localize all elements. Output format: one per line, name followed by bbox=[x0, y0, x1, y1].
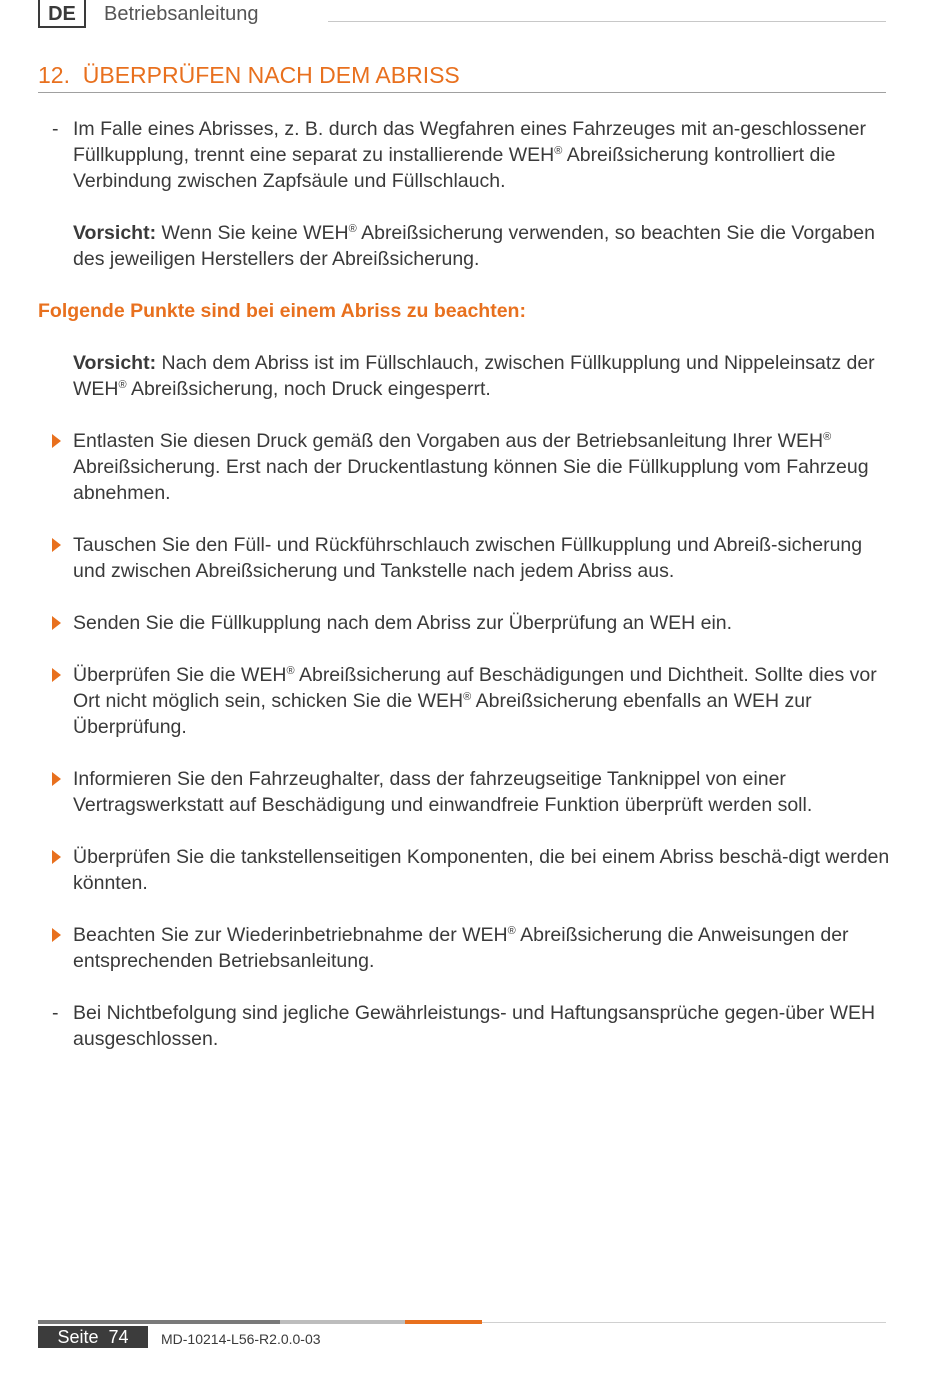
caution-note-1: Vorsicht: Wenn Sie keine WEH® Abreißsicherung verwenden, so beachten Sie die Vorgaben des jeweiligen Herstellers der Abreißsicherung. bbox=[73, 222, 875, 270]
step-item: Tauschen Sie den Füll- und Rückführschlauch zwischen Füllkupplung und Abreiß-sicherung und zwischen Abreißsicherung und Tankstelle nach jedem Abriss aus. bbox=[38, 532, 898, 584]
arrow-bullet-icon bbox=[52, 538, 61, 552]
section-number: 12. bbox=[38, 62, 70, 88]
arrow-bullet-icon bbox=[52, 616, 61, 630]
subheading: Folgende Punkte sind bei einem Abriss zu beachten: bbox=[38, 300, 526, 322]
caution-label: Vorsicht: bbox=[73, 222, 157, 244]
step-item: Senden Sie die Füllkupplung nach dem Abriss zur Überprüfung an WEH ein. bbox=[38, 610, 898, 636]
arrow-bullet-icon bbox=[52, 850, 61, 864]
step-item: Überprüfen Sie die tankstellenseitigen Komponenten, die bei einem Abriss beschä-digt werden könnten. bbox=[38, 844, 898, 896]
caution-label: Vorsicht: bbox=[73, 352, 157, 374]
page-label: Seite bbox=[57, 1327, 99, 1347]
page-number: 74 bbox=[108, 1327, 129, 1347]
step-item: Beachten Sie zur Wiederinbetriebnahme der WEH® Abreißsicherung die Anweisungen der entsprechenden Betriebsanleitung. bbox=[38, 922, 898, 974]
arrow-bullet-icon bbox=[52, 772, 61, 786]
arrow-bullet-icon bbox=[52, 434, 61, 448]
dash-marker: - bbox=[52, 1002, 59, 1024]
intro-item: - Im Falle eines Abrisses, z. B. durch das Wegfahren eines Fahrzeuges mit an-geschlossener Füllkupplung, trennt eine separat zu installierende WEH® Abreißsicherung kontrolliert die Verbindung zwischen Zapfsäule und Füllschlauch. bbox=[52, 118, 867, 192]
document-type: Betriebsanleitung bbox=[104, 3, 259, 25]
document-number: MD-10214-L56-R2.0.0-03 bbox=[161, 1331, 321, 1347]
step-item: Überprüfen Sie die WEH® Abreißsicherung auf Beschädigungen und Dichtheit. Sollte dies vor Ort nicht möglich sein, schicken Sie die WEH® Abreißsicherung ebenfalls an WEH zur Überprüfung. bbox=[38, 662, 898, 740]
main-content bbox=[38, 116, 898, 1078]
language-badge: DE bbox=[38, 0, 86, 28]
header-divider bbox=[328, 21, 886, 22]
final-note: - Bei Nichtbefolgung sind jegliche Gewährleistungs- und Haftungsansprüche gegen-über WEH ausgeschlossen. bbox=[52, 1002, 876, 1050]
section-title-text: ÜBERPRÜFEN NACH DEM ABRISS bbox=[82, 62, 460, 88]
section-title bbox=[38, 60, 886, 93]
step-item: Entlasten Sie diesen Druck gemäß den Vorgaben aus der Betriebsanleitung Ihrer WEH® Abreißsicherung. Erst nach der Druckentlastung können Sie die Füllkupplung vom Fahrzeug abnehmen. bbox=[38, 428, 898, 506]
footer-bar bbox=[38, 1320, 886, 1324]
arrow-bullet-icon bbox=[52, 668, 61, 682]
dash-marker: - bbox=[52, 118, 59, 140]
step-item: Informieren Sie den Fahrzeughalter, dass der fahrzeugseitige Tanknippel von einer Vertragswerkstatt auf Beschädigung und einwandfreie Funktion überprüft werden soll. bbox=[38, 766, 898, 818]
caution-note-2: Vorsicht: Nach dem Abriss ist im Füllschlauch, zwischen Füllkupplung und Nippeleinsatz der WEH® Abreißsicherung, noch Druck eingesperrt. bbox=[73, 352, 875, 400]
arrow-bullet-icon bbox=[52, 928, 61, 942]
page-number-box bbox=[38, 1326, 148, 1348]
